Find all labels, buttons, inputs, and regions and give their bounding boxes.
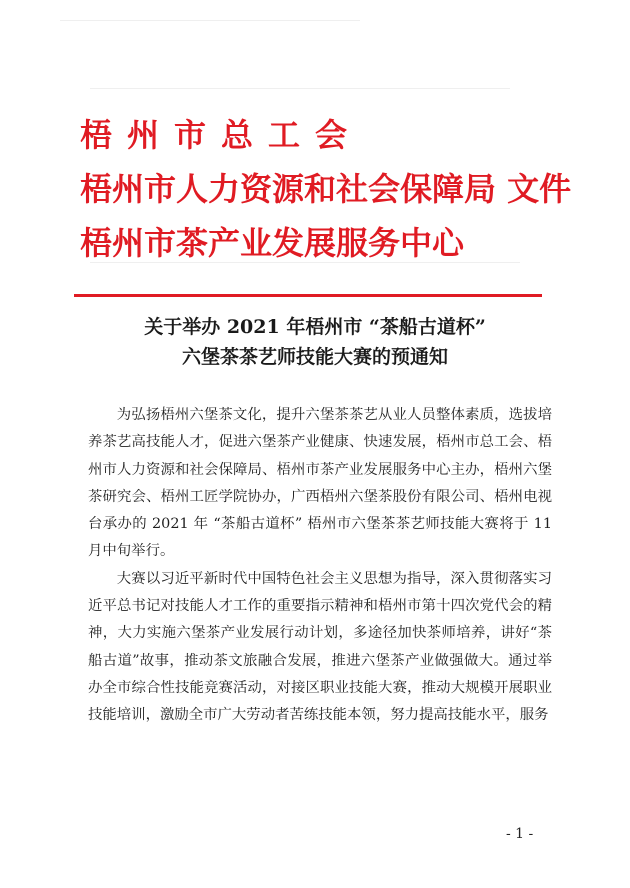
red-divider-rule — [74, 294, 542, 297]
scan-artifact-line — [90, 88, 510, 89]
notice-title — [60, 312, 570, 372]
body-paragraph-2: 大赛以习近平新时代中国特色社会主义思想为指导，深入贯彻落实习近平总书记对技能人才工作的重要指示精神和梧州市第十四次党代会的精神，大力实施六堡茶产业发展行动计划，多途径加快茶师培养，讲好“茶船古道”故事，推动茶文旅融合发展，推进六堡茶产业做强做大。通过举办全市综合性技能竞赛活动，对接区职业技能大赛，推动大规模开展职业技能培训，激励全市广大劳动者苦练技能本领，努力提高技能水平，服务 — [88, 570, 552, 724]
body-paragraph-1: 为弘扬梧州六堡茶文化，提升六堡茶茶艺从业人员整体素质，选拔培养茶艺高技能人才，促进六堡茶产业健康、快速发展，梧州市总工会、梧州市人力资源和社会保障局、梧州市茶产业发展服务中心主办，梧州六堡茶研究会、梧州工匠学院协办，广西梧州六堡茶股份有限公司、梧州电视台承办的 2021 年 “茶船古道杯” 梧州市六堡茶茶艺师技能大赛将于 11 月中旬举行。 — [88, 407, 552, 560]
document-issuer-header — [80, 108, 580, 270]
notice-title-line-1: 关于举办 2021 年梧州市 “茶船古道杯” — [144, 316, 486, 338]
issuer-line-hr-bureau — [80, 162, 580, 216]
issuer-hr-bureau-name: 梧州市人力资源和社会保障局 — [80, 170, 497, 208]
issuer-document-suffix: 文件 — [507, 170, 572, 208]
notice-title-line-2: 六堡茶茶艺师技能大赛的预通知 — [181, 346, 448, 368]
issuer-line-federation: 梧州市总工会 — [80, 116, 363, 154]
issuer-line-tea-center: 梧州市茶产业发展服务中心 — [80, 224, 465, 262]
scan-artifact-line — [60, 20, 360, 21]
page-number: - 1 - — [506, 826, 534, 842]
notice-body — [88, 402, 552, 730]
